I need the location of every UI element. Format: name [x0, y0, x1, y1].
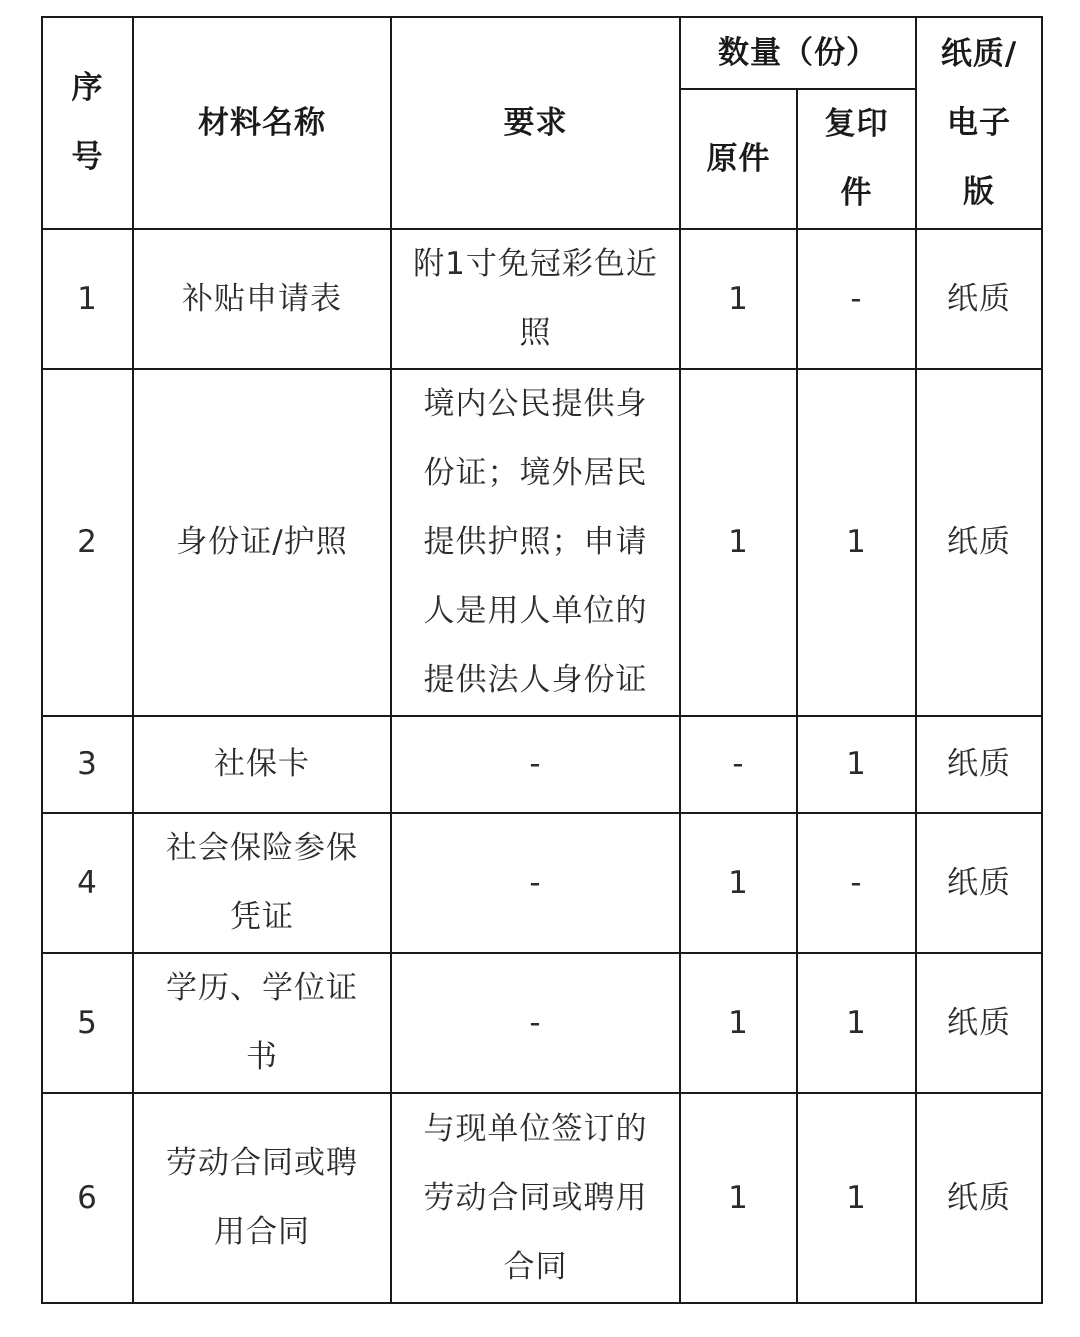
- table-row: [42, 716, 1042, 813]
- row-name: 补贴申请表: [133, 229, 391, 369]
- row-format: 纸质: [916, 953, 1042, 1093]
- row-copy: 1: [797, 369, 916, 716]
- table-row: [42, 369, 1042, 716]
- header-quantity: 数量（份）: [680, 17, 916, 89]
- row-copy: 1: [797, 716, 916, 813]
- row-format: 纸质: [916, 813, 1042, 953]
- row-requirement: -: [391, 716, 680, 813]
- row-requirement: 附1寸免冠彩色近照: [391, 229, 680, 369]
- row-seq: 5: [42, 953, 133, 1093]
- row-format: 纸质: [916, 1093, 1042, 1303]
- row-seq: 3: [42, 716, 133, 813]
- row-requirement: 与现单位签订的劳动合同或聘用合同: [391, 1093, 680, 1303]
- row-name: 社会保险参保凭证: [133, 813, 391, 953]
- row-name: 劳动合同或聘用合同: [133, 1093, 391, 1303]
- row-copy: 1: [797, 953, 916, 1093]
- row-requirement: -: [391, 813, 680, 953]
- row-format: 纸质: [916, 229, 1042, 369]
- table-row: [42, 1093, 1042, 1303]
- row-name: 身份证/护照: [133, 369, 391, 716]
- row-requirement: -: [391, 953, 680, 1093]
- row-copy: -: [797, 813, 916, 953]
- table-row: [42, 813, 1042, 953]
- row-seq: 4: [42, 813, 133, 953]
- row-seq: 1: [42, 229, 133, 369]
- row-name: 社保卡: [133, 716, 391, 813]
- row-original: -: [680, 716, 797, 813]
- row-original: 1: [680, 369, 797, 716]
- row-copy: -: [797, 229, 916, 369]
- row-original: 1: [680, 1093, 797, 1303]
- row-format: 纸质: [916, 369, 1042, 716]
- row-copy: 1: [797, 1093, 916, 1303]
- table-row: [42, 953, 1042, 1093]
- row-original: 1: [680, 229, 797, 369]
- materials-table: [41, 16, 1043, 1304]
- header-original: 原件: [680, 89, 797, 229]
- row-original: 1: [680, 813, 797, 953]
- row-name: 学历、学位证书: [133, 953, 391, 1093]
- row-format: 纸质: [916, 716, 1042, 813]
- header-copy: 复印件: [797, 89, 916, 229]
- header-name: 材料名称: [133, 17, 391, 229]
- row-seq: 2: [42, 369, 133, 716]
- header-requirement: 要求: [391, 17, 680, 229]
- row-requirement: 境内公民提供身份证；境外居民提供护照；申请人是用人单位的提供法人身份证: [391, 369, 680, 716]
- header-format: 纸质/电子版: [916, 17, 1042, 229]
- table-row: [42, 229, 1042, 369]
- row-seq: 6: [42, 1093, 133, 1303]
- header-seq: 序号: [42, 17, 133, 229]
- row-original: 1: [680, 953, 797, 1093]
